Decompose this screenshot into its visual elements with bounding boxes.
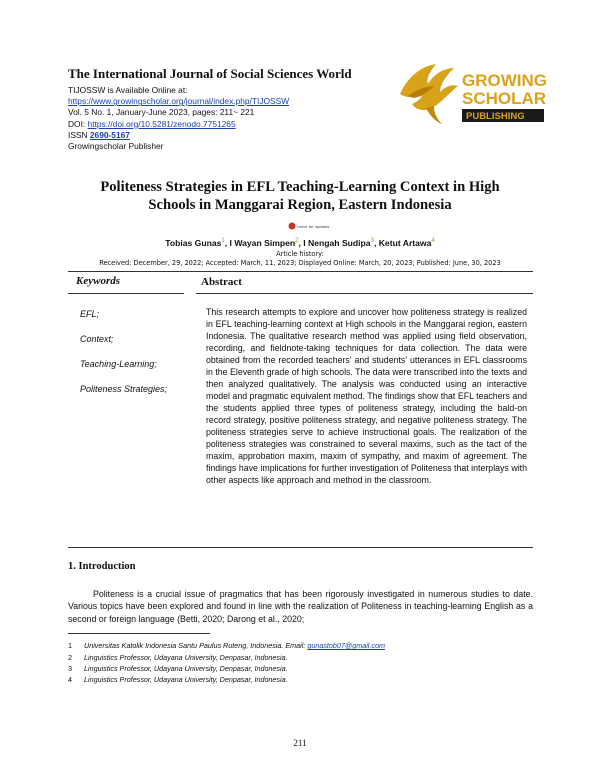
author-name: Ketut Artawa (378, 238, 432, 248)
footnote: 2 Linguistics Professor, Udayana University, Denpasar, Indonesia. (68, 653, 288, 662)
keyword-item: EFL; (80, 309, 100, 319)
paper-title: Politeness Strategies in EFL Teaching-Learning Context in High Schools in Manggarai Region, Eastern Indonesia (100, 179, 500, 213)
introduction-text: Politeness is a crucial issue of pragmatics that has been rigorously investigated in numerous studies to date. Various topics have been explored and found in line with the realization of Politeness in teaching-learning English as a second or foreign language (Betti, 2020; Darong et al., 2020; (68, 589, 533, 624)
footnote: 4 Linguistics Professor, Udayana University, Denpasar, Indonesia. (68, 675, 288, 684)
footnote: 3 Linguistics Professor, Udayana University, Denpasar, Indonesia. (68, 664, 288, 673)
check-for-updates-badge[interactable] (288, 219, 330, 233)
growing-scholar-logo (396, 56, 546, 136)
abstract-rule (196, 293, 533, 294)
keywords-rule (68, 293, 184, 294)
logo-line2: SCHOLAR (462, 89, 547, 108)
logo-line1: GROWING (462, 71, 547, 90)
section-heading: 1. Introduction (68, 561, 136, 572)
journal-url-link[interactable]: https://www.growingscholar.org/journal/index.php/TIJOSSW (68, 96, 290, 107)
page-number: 211 (293, 738, 307, 748)
issn-link[interactable]: 2690-5167 (89, 129, 130, 140)
issn-line: ISSN 2690-5167 (68, 129, 130, 140)
bottom-rule (68, 547, 533, 548)
check-icon (289, 223, 296, 230)
volume-info: Vol. 5 No. 1, January-June 2023, pages: 211~ 221 (68, 107, 255, 118)
email-link[interactable]: gunastob07@gmail.com (307, 641, 385, 650)
journal-title: The International Journal of Social Sciences World (68, 66, 352, 81)
author-name: Tobias Gunas (165, 238, 222, 248)
phoenix-bird-icon (400, 64, 458, 124)
keyword-item: Politeness Strategies; (80, 384, 168, 394)
abstract-body: This research attempts to explore and uncover how politeness strategy is realized in EFL teaching-learning context at High schools in the Manggarai region, eastern Indonesia. The qualitative research method was applied using field observation, recording, and fieldnote-taking techniques for data collection. The data were obtained from the recorded teachers' and students' utterances in EFL classrooms in the Eleventh grade of high schools. The data were transcribed into the texts and then analyzed qualitatively. The analysis was conducted using an interactive model and pragmatic equivalent method. The findings show that EFL teachers and the students applied three types of politeness strategy, including the bald-on record strategy, positive politeness strategy, and negative politeness strategy. The politeness strategies serve to achieve instructional goals. The realization of the politeness strategies was constrained to several maxims, such as the tact of the maxim, approbation maxim, maxim of sympathy, and maxim of agreement. The findings have implications for further investigation of Politeness that interplays with other aspects like approach and method in the classroom. (206, 307, 527, 485)
abstract-heading: Abstract (201, 276, 242, 288)
author-list: Tobias Gunas$^1$, I Wayan Simpen$^2$, I Nengah Sudipa$^3$, Ketut Artawa$^4$ (165, 238, 435, 248)
journal-meta (68, 85, 289, 152)
top-rule (68, 271, 533, 272)
logo-line3: PUBLISHING (466, 111, 525, 122)
history-label: Article history: (276, 250, 324, 258)
svg-text:check for updates: check for updates (297, 225, 330, 229)
footnote: 1 Universitas Katolik Indonesia Santu Paulus Ruteng, Indonesia. Email: gunastob07@gmail.com (68, 641, 385, 650)
keywords-heading: Keywords (76, 275, 120, 287)
available-label: TIJOSSW is Available Online at: (68, 85, 188, 95)
author-name: I Wayan Simpen (229, 238, 296, 248)
doi-line: DOI: https://doi.org/10.5281/zenodo.7751265 (68, 118, 236, 129)
keyword-item: Teaching-Learning; (80, 359, 157, 369)
history-dates: Received: December, 29, 2022; Accepted: March, 11, 2023; Displayed Online: March, 20, 2023; Published: June, 30, 2023 (99, 259, 501, 267)
publisher: Growingscholar Publisher (68, 141, 164, 152)
author-name: I Nengah Sudipa (303, 238, 371, 248)
keyword-item: Context; (80, 334, 114, 344)
footnote-rule (68, 633, 210, 634)
doi-link[interactable]: https://doi.org/10.5281/zenodo.7751265 (87, 118, 236, 129)
